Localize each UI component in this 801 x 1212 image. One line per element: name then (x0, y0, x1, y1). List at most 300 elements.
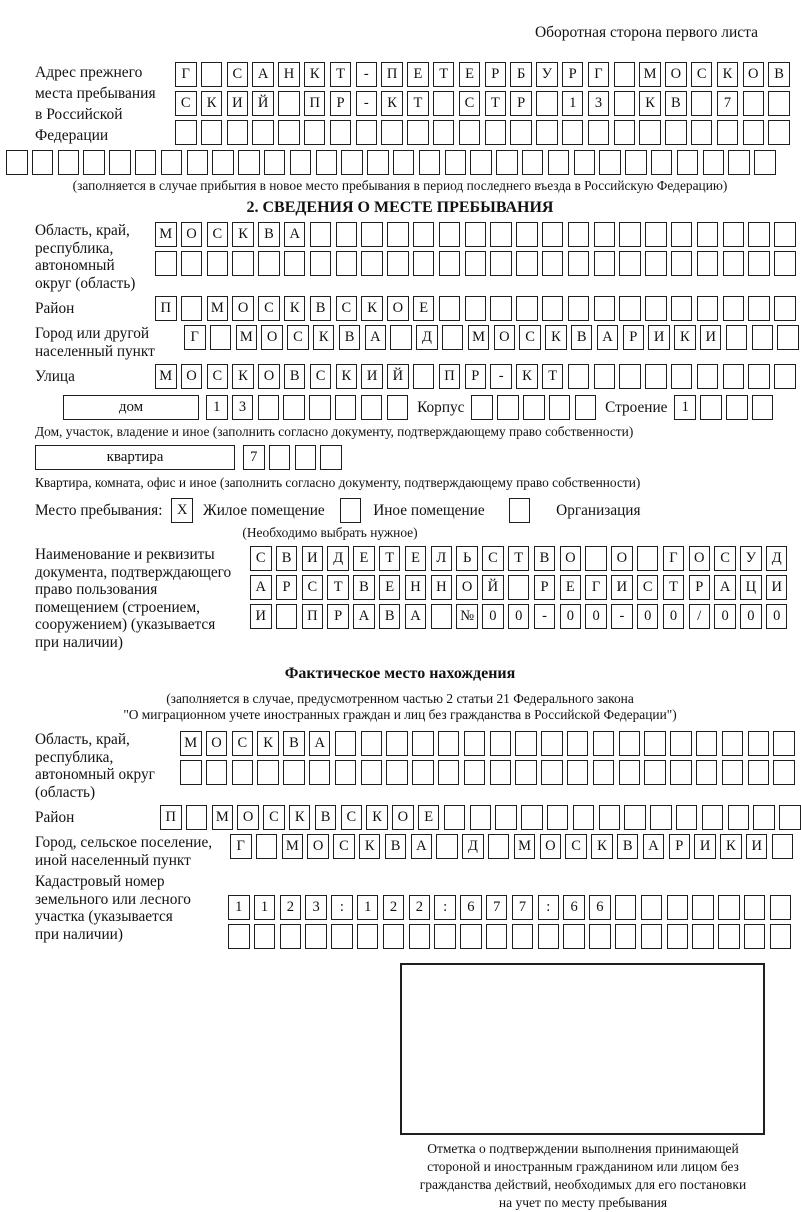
char-cell[interactable]: Е (379, 575, 401, 600)
char-cell[interactable] (748, 364, 770, 389)
char-cell[interactable] (671, 364, 693, 389)
char-cell[interactable] (615, 924, 637, 949)
char-cell[interactable]: К (232, 222, 254, 247)
char-cell[interactable]: 0 (714, 604, 736, 629)
char-cell[interactable]: В (379, 604, 401, 629)
char-cell[interactable]: Т (663, 575, 685, 600)
char-cell[interactable]: И (648, 325, 670, 350)
char-cell[interactable]: 6 (460, 895, 482, 920)
char-cell[interactable]: И (302, 546, 324, 571)
char-cell[interactable] (439, 222, 461, 247)
char-cell[interactable] (512, 924, 534, 949)
char-cell[interactable]: С (459, 91, 481, 116)
char-cell[interactable]: № (456, 604, 478, 629)
char-cell[interactable]: / (689, 604, 711, 629)
char-cell[interactable] (563, 924, 585, 949)
char-cell[interactable] (677, 150, 699, 175)
char-cell[interactable] (691, 120, 713, 145)
char-cell[interactable] (619, 364, 641, 389)
char-cell[interactable] (575, 395, 597, 420)
char-cell[interactable] (697, 251, 719, 276)
char-cell[interactable] (361, 222, 383, 247)
char-cell[interactable] (718, 924, 740, 949)
char-cell[interactable]: 3 (232, 395, 254, 420)
char-cell[interactable]: 0 (766, 604, 788, 629)
char-cell[interactable]: К (720, 834, 742, 859)
char-cell[interactable]: : (331, 895, 353, 920)
char-cell[interactable]: А (643, 834, 665, 859)
char-cell[interactable]: Л (431, 546, 453, 571)
char-cell[interactable] (486, 924, 508, 949)
char-cell[interactable] (665, 120, 687, 145)
char-cell[interactable] (276, 604, 298, 629)
char-cell[interactable]: С (258, 296, 280, 321)
char-cell[interactable] (341, 150, 363, 175)
char-cell[interactable]: И (700, 325, 722, 350)
char-cell[interactable]: Р (327, 604, 349, 629)
char-cell[interactable] (625, 150, 647, 175)
char-cell[interactable]: О (392, 805, 414, 830)
char-cell[interactable] (32, 150, 54, 175)
char-cell[interactable] (387, 251, 409, 276)
char-cell[interactable] (438, 731, 460, 756)
char-cell[interactable]: Т (433, 62, 455, 87)
char-cell[interactable] (522, 150, 544, 175)
char-cell[interactable]: Б (510, 62, 532, 87)
char-cell[interactable]: Й (482, 575, 504, 600)
char-cell[interactable] (490, 731, 512, 756)
char-cell[interactable]: М (468, 325, 490, 350)
char-cell[interactable] (641, 924, 663, 949)
char-cell[interactable] (464, 760, 486, 785)
char-cell[interactable] (232, 251, 254, 276)
char-cell[interactable] (361, 395, 383, 420)
char-cell[interactable] (58, 150, 80, 175)
char-cell[interactable]: В (276, 546, 298, 571)
char-cell[interactable]: 0 (740, 604, 762, 629)
char-cell[interactable] (697, 364, 719, 389)
char-cell[interactable] (702, 805, 724, 830)
char-cell[interactable] (692, 895, 714, 920)
char-cell[interactable] (542, 251, 564, 276)
char-cell[interactable] (748, 296, 770, 321)
char-cell[interactable] (175, 120, 197, 145)
char-cell[interactable]: К (361, 296, 383, 321)
char-cell[interactable] (409, 924, 431, 949)
char-cell[interactable]: К (545, 325, 567, 350)
char-cell[interactable] (413, 364, 435, 389)
char-cell[interactable]: С (207, 222, 229, 247)
char-cell[interactable] (252, 120, 274, 145)
char-cell[interactable] (644, 731, 666, 756)
char-cell[interactable] (594, 251, 616, 276)
char-cell[interactable] (768, 91, 790, 116)
char-cell[interactable] (594, 222, 616, 247)
char-cell[interactable]: А (353, 604, 375, 629)
char-cell[interactable]: А (309, 731, 331, 756)
char-cell[interactable]: О (206, 731, 228, 756)
char-cell[interactable] (135, 150, 157, 175)
char-cell[interactable] (309, 395, 331, 420)
char-cell[interactable] (212, 150, 234, 175)
char-cell[interactable] (460, 924, 482, 949)
char-cell[interactable]: О (387, 296, 409, 321)
char-cell[interactable]: С (227, 62, 249, 87)
char-cell[interactable] (541, 731, 563, 756)
char-cell[interactable] (316, 150, 338, 175)
char-cell[interactable]: Т (330, 62, 352, 87)
char-cell[interactable]: С (482, 546, 504, 571)
char-cell[interactable] (567, 760, 589, 785)
char-cell[interactable] (753, 805, 775, 830)
char-cell[interactable]: А (365, 325, 387, 350)
char-cell[interactable]: Д (327, 546, 349, 571)
char-cell[interactable] (232, 760, 254, 785)
char-cell[interactable]: 1 (254, 895, 276, 920)
char-cell[interactable]: Д (766, 546, 788, 571)
char-cell[interactable]: Г (230, 834, 252, 859)
char-cell[interactable]: О (665, 62, 687, 87)
char-cell[interactable]: С (310, 364, 332, 389)
char-cell[interactable]: Е (560, 575, 582, 600)
char-cell[interactable]: 3 (305, 895, 327, 920)
char-cell[interactable] (779, 805, 801, 830)
char-cell[interactable]: К (336, 364, 358, 389)
char-cell[interactable]: Р (276, 575, 298, 600)
char-cell[interactable] (723, 296, 745, 321)
char-cell[interactable]: - (534, 604, 556, 629)
char-cell[interactable]: Т (485, 91, 507, 116)
char-cell[interactable] (330, 120, 352, 145)
char-cell[interactable]: К (289, 805, 311, 830)
char-cell[interactable] (464, 731, 486, 756)
char-cell[interactable] (567, 731, 589, 756)
char-cell[interactable] (624, 805, 646, 830)
char-cell[interactable]: О (258, 364, 280, 389)
char-cell[interactable] (619, 296, 641, 321)
char-cell[interactable] (465, 296, 487, 321)
char-cell[interactable] (206, 760, 228, 785)
char-cell[interactable] (207, 251, 229, 276)
char-cell[interactable] (238, 150, 260, 175)
char-cell[interactable]: И (694, 834, 716, 859)
char-cell[interactable]: В (385, 834, 407, 859)
char-cell[interactable] (496, 150, 518, 175)
char-cell[interactable] (676, 805, 698, 830)
char-cell[interactable] (387, 395, 409, 420)
char-cell[interactable]: К (201, 91, 223, 116)
char-cell[interactable]: В (315, 805, 337, 830)
char-cell[interactable]: С (333, 834, 355, 859)
char-cell[interactable] (201, 62, 223, 87)
char-cell[interactable] (433, 91, 455, 116)
char-cell[interactable]: С (691, 62, 713, 87)
char-cell[interactable] (774, 251, 796, 276)
char-cell[interactable]: Р (689, 575, 711, 600)
char-cell[interactable]: А (250, 575, 272, 600)
char-cell[interactable] (381, 120, 403, 145)
char-cell[interactable] (383, 924, 405, 949)
char-cell[interactable] (645, 364, 667, 389)
char-cell[interactable]: А (597, 325, 619, 350)
char-cell[interactable] (439, 251, 461, 276)
char-cell[interactable]: М (514, 834, 536, 859)
char-cell[interactable] (180, 760, 202, 785)
char-cell[interactable]: О (689, 546, 711, 571)
char-cell[interactable] (442, 325, 464, 350)
char-cell[interactable]: Е (413, 296, 435, 321)
char-cell[interactable] (335, 731, 357, 756)
char-cell[interactable]: Т (508, 546, 530, 571)
char-cell[interactable] (510, 120, 532, 145)
char-cell[interactable] (335, 395, 357, 420)
char-cell[interactable]: Г (175, 62, 197, 87)
char-cell[interactable]: И (611, 575, 633, 600)
char-cell[interactable] (777, 325, 799, 350)
char-cell[interactable]: Й (252, 91, 274, 116)
char-cell[interactable]: 0 (508, 604, 530, 629)
char-cell[interactable] (228, 924, 250, 949)
char-cell[interactable]: Е (407, 62, 429, 87)
char-cell[interactable]: Р (510, 91, 532, 116)
char-cell[interactable] (644, 760, 666, 785)
char-cell[interactable]: О (743, 62, 765, 87)
char-cell[interactable] (573, 805, 595, 830)
char-cell[interactable]: 7 (243, 445, 265, 470)
char-cell[interactable]: А (252, 62, 274, 87)
char-cell[interactable]: В (768, 62, 790, 87)
char-cell[interactable] (691, 91, 713, 116)
char-cell[interactable] (726, 325, 748, 350)
char-cell[interactable] (718, 895, 740, 920)
char-cell[interactable]: Т (542, 364, 564, 389)
char-cell[interactable] (568, 222, 590, 247)
char-cell[interactable] (614, 62, 636, 87)
char-cell[interactable] (773, 731, 795, 756)
char-cell[interactable]: К (381, 91, 403, 116)
char-cell[interactable]: В (665, 91, 687, 116)
char-cell[interactable] (264, 150, 286, 175)
char-cell[interactable] (667, 924, 689, 949)
char-cell[interactable] (515, 731, 537, 756)
char-cell[interactable]: Р (669, 834, 691, 859)
char-cell[interactable]: Р (623, 325, 645, 350)
char-cell[interactable]: - (356, 91, 378, 116)
char-cell[interactable]: К (639, 91, 661, 116)
char-cell[interactable] (508, 575, 530, 600)
char-cell[interactable]: А (714, 575, 736, 600)
char-cell[interactable] (593, 760, 615, 785)
char-cell[interactable]: 7 (512, 895, 534, 920)
char-cell[interactable]: И (746, 834, 768, 859)
char-cell[interactable] (770, 924, 792, 949)
char-cell[interactable] (696, 760, 718, 785)
char-cell[interactable]: И (766, 575, 788, 600)
char-cell[interactable] (436, 834, 458, 859)
char-cell[interactable] (210, 325, 232, 350)
char-cell[interactable]: Е (353, 546, 375, 571)
char-cell[interactable] (722, 731, 744, 756)
char-cell[interactable] (465, 222, 487, 247)
char-cell[interactable] (728, 150, 750, 175)
char-cell[interactable] (488, 834, 510, 859)
char-cell[interactable] (258, 251, 280, 276)
char-cell[interactable] (593, 731, 615, 756)
char-cell[interactable] (187, 150, 209, 175)
char-cell[interactable] (549, 395, 571, 420)
char-cell[interactable]: У (740, 546, 762, 571)
char-cell[interactable] (386, 731, 408, 756)
char-cell[interactable]: Т (327, 575, 349, 600)
char-cell[interactable]: С (207, 364, 229, 389)
char-cell[interactable]: 3 (588, 91, 610, 116)
char-cell[interactable]: И (250, 604, 272, 629)
char-cell[interactable] (645, 296, 667, 321)
char-cell[interactable] (6, 150, 28, 175)
char-cell[interactable]: В (617, 834, 639, 859)
char-cell[interactable]: О (560, 546, 582, 571)
char-cell[interactable] (774, 296, 796, 321)
char-cell[interactable] (743, 91, 765, 116)
char-cell[interactable]: М (155, 222, 177, 247)
char-cell[interactable] (697, 296, 719, 321)
char-cell[interactable] (331, 924, 353, 949)
char-cell[interactable] (490, 251, 512, 276)
char-cell[interactable] (619, 222, 641, 247)
char-cell[interactable]: С (263, 805, 285, 830)
char-cell[interactable]: Т (379, 546, 401, 571)
char-cell[interactable] (536, 91, 558, 116)
char-cell[interactable] (744, 924, 766, 949)
char-cell[interactable] (393, 150, 415, 175)
char-cell[interactable] (748, 760, 770, 785)
char-cell[interactable] (568, 364, 590, 389)
char-cell[interactable] (671, 251, 693, 276)
char-cell[interactable] (670, 760, 692, 785)
char-cell[interactable]: О (456, 575, 478, 600)
char-cell[interactable]: А (284, 222, 306, 247)
char-cell[interactable]: С (287, 325, 309, 350)
char-cell[interactable] (490, 222, 512, 247)
char-cell[interactable]: : (538, 895, 560, 920)
char-cell[interactable] (692, 924, 714, 949)
char-cell[interactable] (320, 445, 342, 470)
char-cell[interactable] (280, 924, 302, 949)
char-cell[interactable] (645, 222, 667, 247)
char-cell[interactable] (387, 222, 409, 247)
checkbox-org[interactable] (509, 498, 531, 523)
char-cell[interactable]: К (366, 805, 388, 830)
char-cell[interactable]: В (571, 325, 593, 350)
char-cell[interactable] (186, 805, 208, 830)
char-cell[interactable] (336, 222, 358, 247)
char-cell[interactable] (697, 222, 719, 247)
char-cell[interactable] (744, 895, 766, 920)
char-cell[interactable] (367, 150, 389, 175)
char-cell[interactable] (413, 222, 435, 247)
char-cell[interactable] (523, 395, 545, 420)
char-cell[interactable] (671, 296, 693, 321)
char-cell[interactable] (774, 222, 796, 247)
char-cell[interactable] (748, 731, 770, 756)
char-cell[interactable] (726, 395, 748, 420)
char-cell[interactable] (390, 325, 412, 350)
char-cell[interactable] (516, 251, 538, 276)
char-cell[interactable] (310, 251, 332, 276)
char-cell[interactable] (431, 604, 453, 629)
char-cell[interactable] (161, 150, 183, 175)
char-cell[interactable] (257, 760, 279, 785)
char-cell[interactable]: Е (405, 546, 427, 571)
char-cell[interactable]: Е (418, 805, 440, 830)
char-cell[interactable] (445, 150, 467, 175)
char-cell[interactable]: А (405, 604, 427, 629)
char-cell[interactable]: В (258, 222, 280, 247)
char-cell[interactable]: 0 (663, 604, 685, 629)
char-cell[interactable] (515, 760, 537, 785)
char-cell[interactable] (670, 731, 692, 756)
char-cell[interactable]: 2 (409, 895, 431, 920)
char-cell[interactable]: И (227, 91, 249, 116)
char-cell[interactable] (109, 150, 131, 175)
char-cell[interactable] (639, 120, 661, 145)
char-cell[interactable] (407, 120, 429, 145)
char-cell[interactable]: О (232, 296, 254, 321)
char-cell[interactable]: К (674, 325, 696, 350)
char-cell[interactable] (641, 895, 663, 920)
char-cell[interactable]: А (411, 834, 433, 859)
char-cell[interactable] (614, 120, 636, 145)
char-cell[interactable] (412, 731, 434, 756)
char-cell[interactable] (516, 222, 538, 247)
char-cell[interactable]: 2 (383, 895, 405, 920)
char-cell[interactable] (619, 731, 641, 756)
char-cell[interactable]: В (353, 575, 375, 600)
char-cell[interactable]: 0 (482, 604, 504, 629)
char-cell[interactable]: 1 (228, 895, 250, 920)
char-cell[interactable]: Ц (740, 575, 762, 600)
char-cell[interactable] (589, 924, 611, 949)
char-cell[interactable]: П (160, 805, 182, 830)
char-cell[interactable] (278, 91, 300, 116)
char-cell[interactable] (700, 395, 722, 420)
char-cell[interactable] (283, 395, 305, 420)
char-cell[interactable] (357, 924, 379, 949)
char-cell[interactable]: В (534, 546, 556, 571)
char-cell[interactable]: 0 (637, 604, 659, 629)
char-cell[interactable]: М (155, 364, 177, 389)
char-cell[interactable] (310, 222, 332, 247)
char-cell[interactable] (562, 120, 584, 145)
char-cell[interactable]: С (336, 296, 358, 321)
char-cell[interactable]: О (611, 546, 633, 571)
char-cell[interactable]: - (356, 62, 378, 87)
char-cell[interactable]: С (565, 834, 587, 859)
char-cell[interactable]: С (637, 575, 659, 600)
char-cell[interactable]: К (232, 364, 254, 389)
char-cell[interactable]: 0 (560, 604, 582, 629)
char-cell[interactable] (444, 805, 466, 830)
char-cell[interactable] (269, 445, 291, 470)
char-cell[interactable] (754, 150, 776, 175)
char-cell[interactable] (645, 251, 667, 276)
char-cell[interactable] (433, 120, 455, 145)
char-cell[interactable] (574, 150, 596, 175)
char-cell[interactable]: М (236, 325, 258, 350)
char-cell[interactable] (490, 760, 512, 785)
char-cell[interactable]: П (381, 62, 403, 87)
char-cell[interactable]: 1 (674, 395, 696, 420)
